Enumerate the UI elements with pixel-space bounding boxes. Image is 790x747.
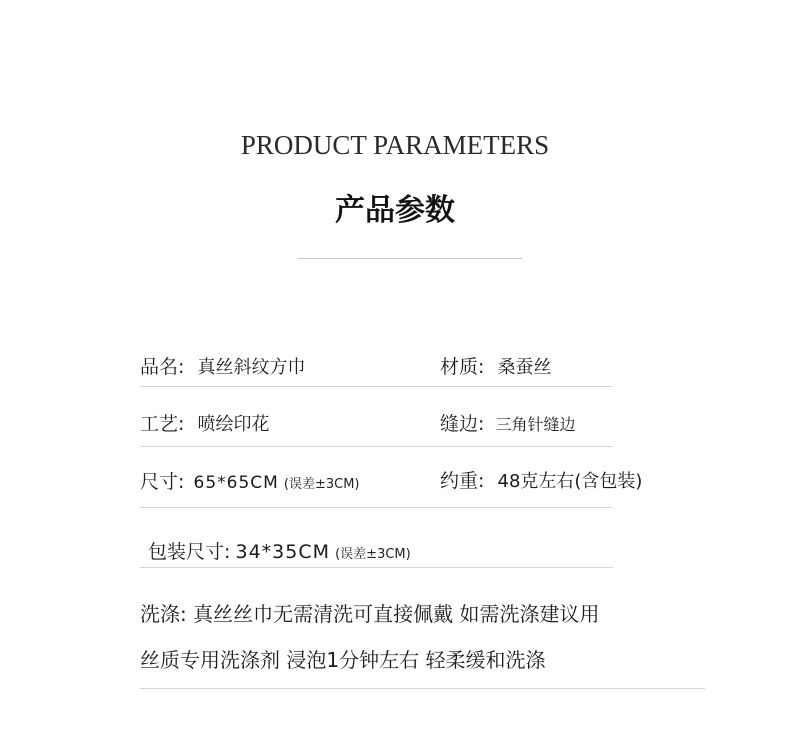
param-material-value: 桑蚕丝 <box>497 357 552 378</box>
param-weight-label: 约重: <box>440 470 485 492</box>
param-size <box>140 467 360 494</box>
param-hem-value: 三角针缝边 <box>495 415 576 434</box>
title-english: PRODUCT PARAMETERS <box>240 130 550 160</box>
param-package-size-label: 包装尺寸: <box>148 541 231 563</box>
param-name-value: 真丝斜纹方巾 <box>197 357 306 378</box>
param-package-size-value: 34*35CM <box>235 541 331 563</box>
param-package-size-note: (误差±3CM) <box>335 547 411 562</box>
bottom-divider <box>140 688 705 689</box>
washing-line-1: 洗涤: 真丝丝巾无需清洗可直接佩戴 如需洗涤建议用 <box>140 602 600 626</box>
param-package-size <box>148 537 411 564</box>
param-size-note: (误差±3CM) <box>283 477 360 492</box>
param-name-label: 品名: <box>140 356 185 378</box>
param-craft-label: 工艺: <box>140 413 185 435</box>
title-chinese: 产品参数 <box>335 193 455 228</box>
param-weight-value: 48克左右(含包装) <box>497 471 643 492</box>
param-material-label: 材质: <box>440 356 485 378</box>
title-divider <box>298 258 522 259</box>
param-hem <box>440 409 576 436</box>
param-size-label: 尺寸: <box>140 471 185 493</box>
param-hem-label: 缝边: <box>440 413 485 435</box>
row-divider <box>140 567 613 568</box>
param-craft <box>140 409 270 436</box>
row-divider <box>140 446 613 447</box>
param-material <box>440 352 552 379</box>
param-craft-value: 喷绘印花 <box>197 414 270 435</box>
param-name <box>140 352 306 379</box>
row-divider <box>140 386 613 387</box>
param-weight <box>440 466 642 493</box>
washing-line-2: 丝质专用洗涤剂 浸泡1分钟左右 轻柔缓和洗涤 <box>140 648 546 672</box>
param-size-value: 65*65CM <box>193 473 279 493</box>
row-divider <box>140 507 613 508</box>
